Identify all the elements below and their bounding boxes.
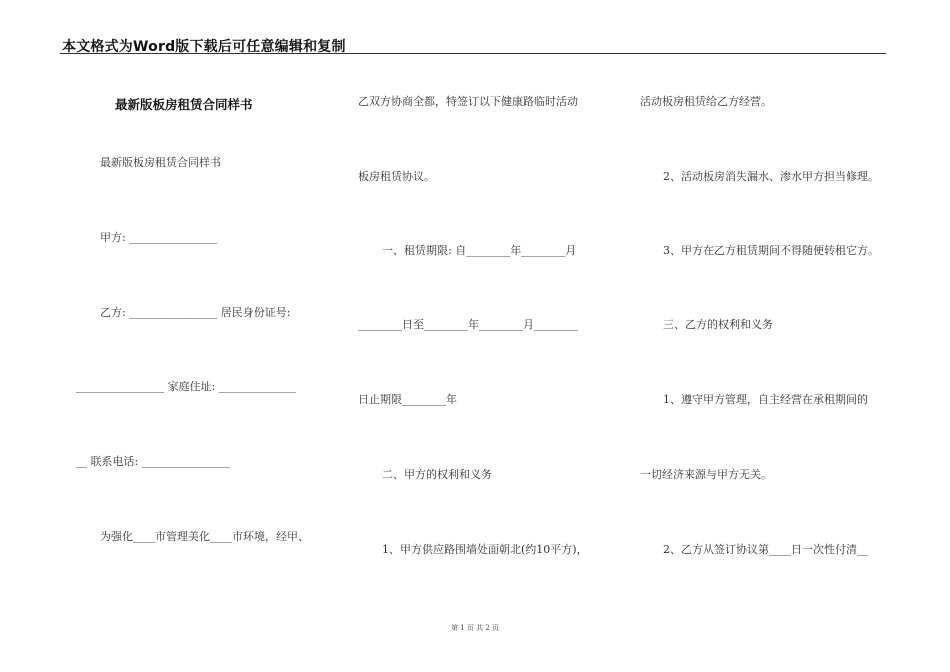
col3-line: 2、乙方从签订协议第____日一次性付清__ xyxy=(663,543,868,556)
col1-line: 乙方: ________________ 居民身份证号: xyxy=(100,306,291,319)
col1-line: 为强化____市管理美化____市环境，经甲、 xyxy=(100,530,309,543)
page-header: 本文格式为Word版下载后可任意编辑和复制 xyxy=(62,39,346,55)
col1-line: 最新版板房租赁合同样书 xyxy=(100,156,221,169)
document-title: 最新版板房租赁合同样书 xyxy=(115,97,253,112)
col1-line: 甲方: ________________ xyxy=(100,231,218,244)
page-number: 第 1 页 共 2 页 xyxy=(450,624,500,632)
col2-line: 乙双方协商全都，特签订以下健康路临时活动 xyxy=(358,95,578,108)
col1-line: __ 联系电话: ________________ xyxy=(76,455,230,468)
col3-line: 一切经济来源与甲方无关。 xyxy=(640,468,772,481)
col1-line: ________________ 家庭住址: ______________ xyxy=(76,380,296,393)
header-divider xyxy=(60,53,886,54)
col3-line: 三、乙方的权利和义务 xyxy=(663,318,773,331)
col2-line: 一、租赁期限: 自________年________月 xyxy=(382,244,577,257)
col2-line: 1、甲方供应路围墙处面朝北(约10平方)， xyxy=(382,543,588,556)
col3-line: 活动板房租赁给乙方经营。 xyxy=(640,95,772,108)
col2-line: 二、甲方的权利和义务 xyxy=(382,468,492,481)
col2-line: ________日至________年________月________ xyxy=(358,318,578,331)
col3-line: 1、遵守甲方管理，自主经营在承租期间的 xyxy=(663,393,868,406)
col2-line: 日止期限________年 xyxy=(358,393,457,406)
col2-line: 板房租赁协议。 xyxy=(358,170,435,183)
col3-line: 3、甲方在乙方租赁期间不得随便转租它方。 xyxy=(663,244,879,257)
col3-line: 2、活动板房消失漏水、渗水甲方担当修理。 xyxy=(663,170,879,183)
